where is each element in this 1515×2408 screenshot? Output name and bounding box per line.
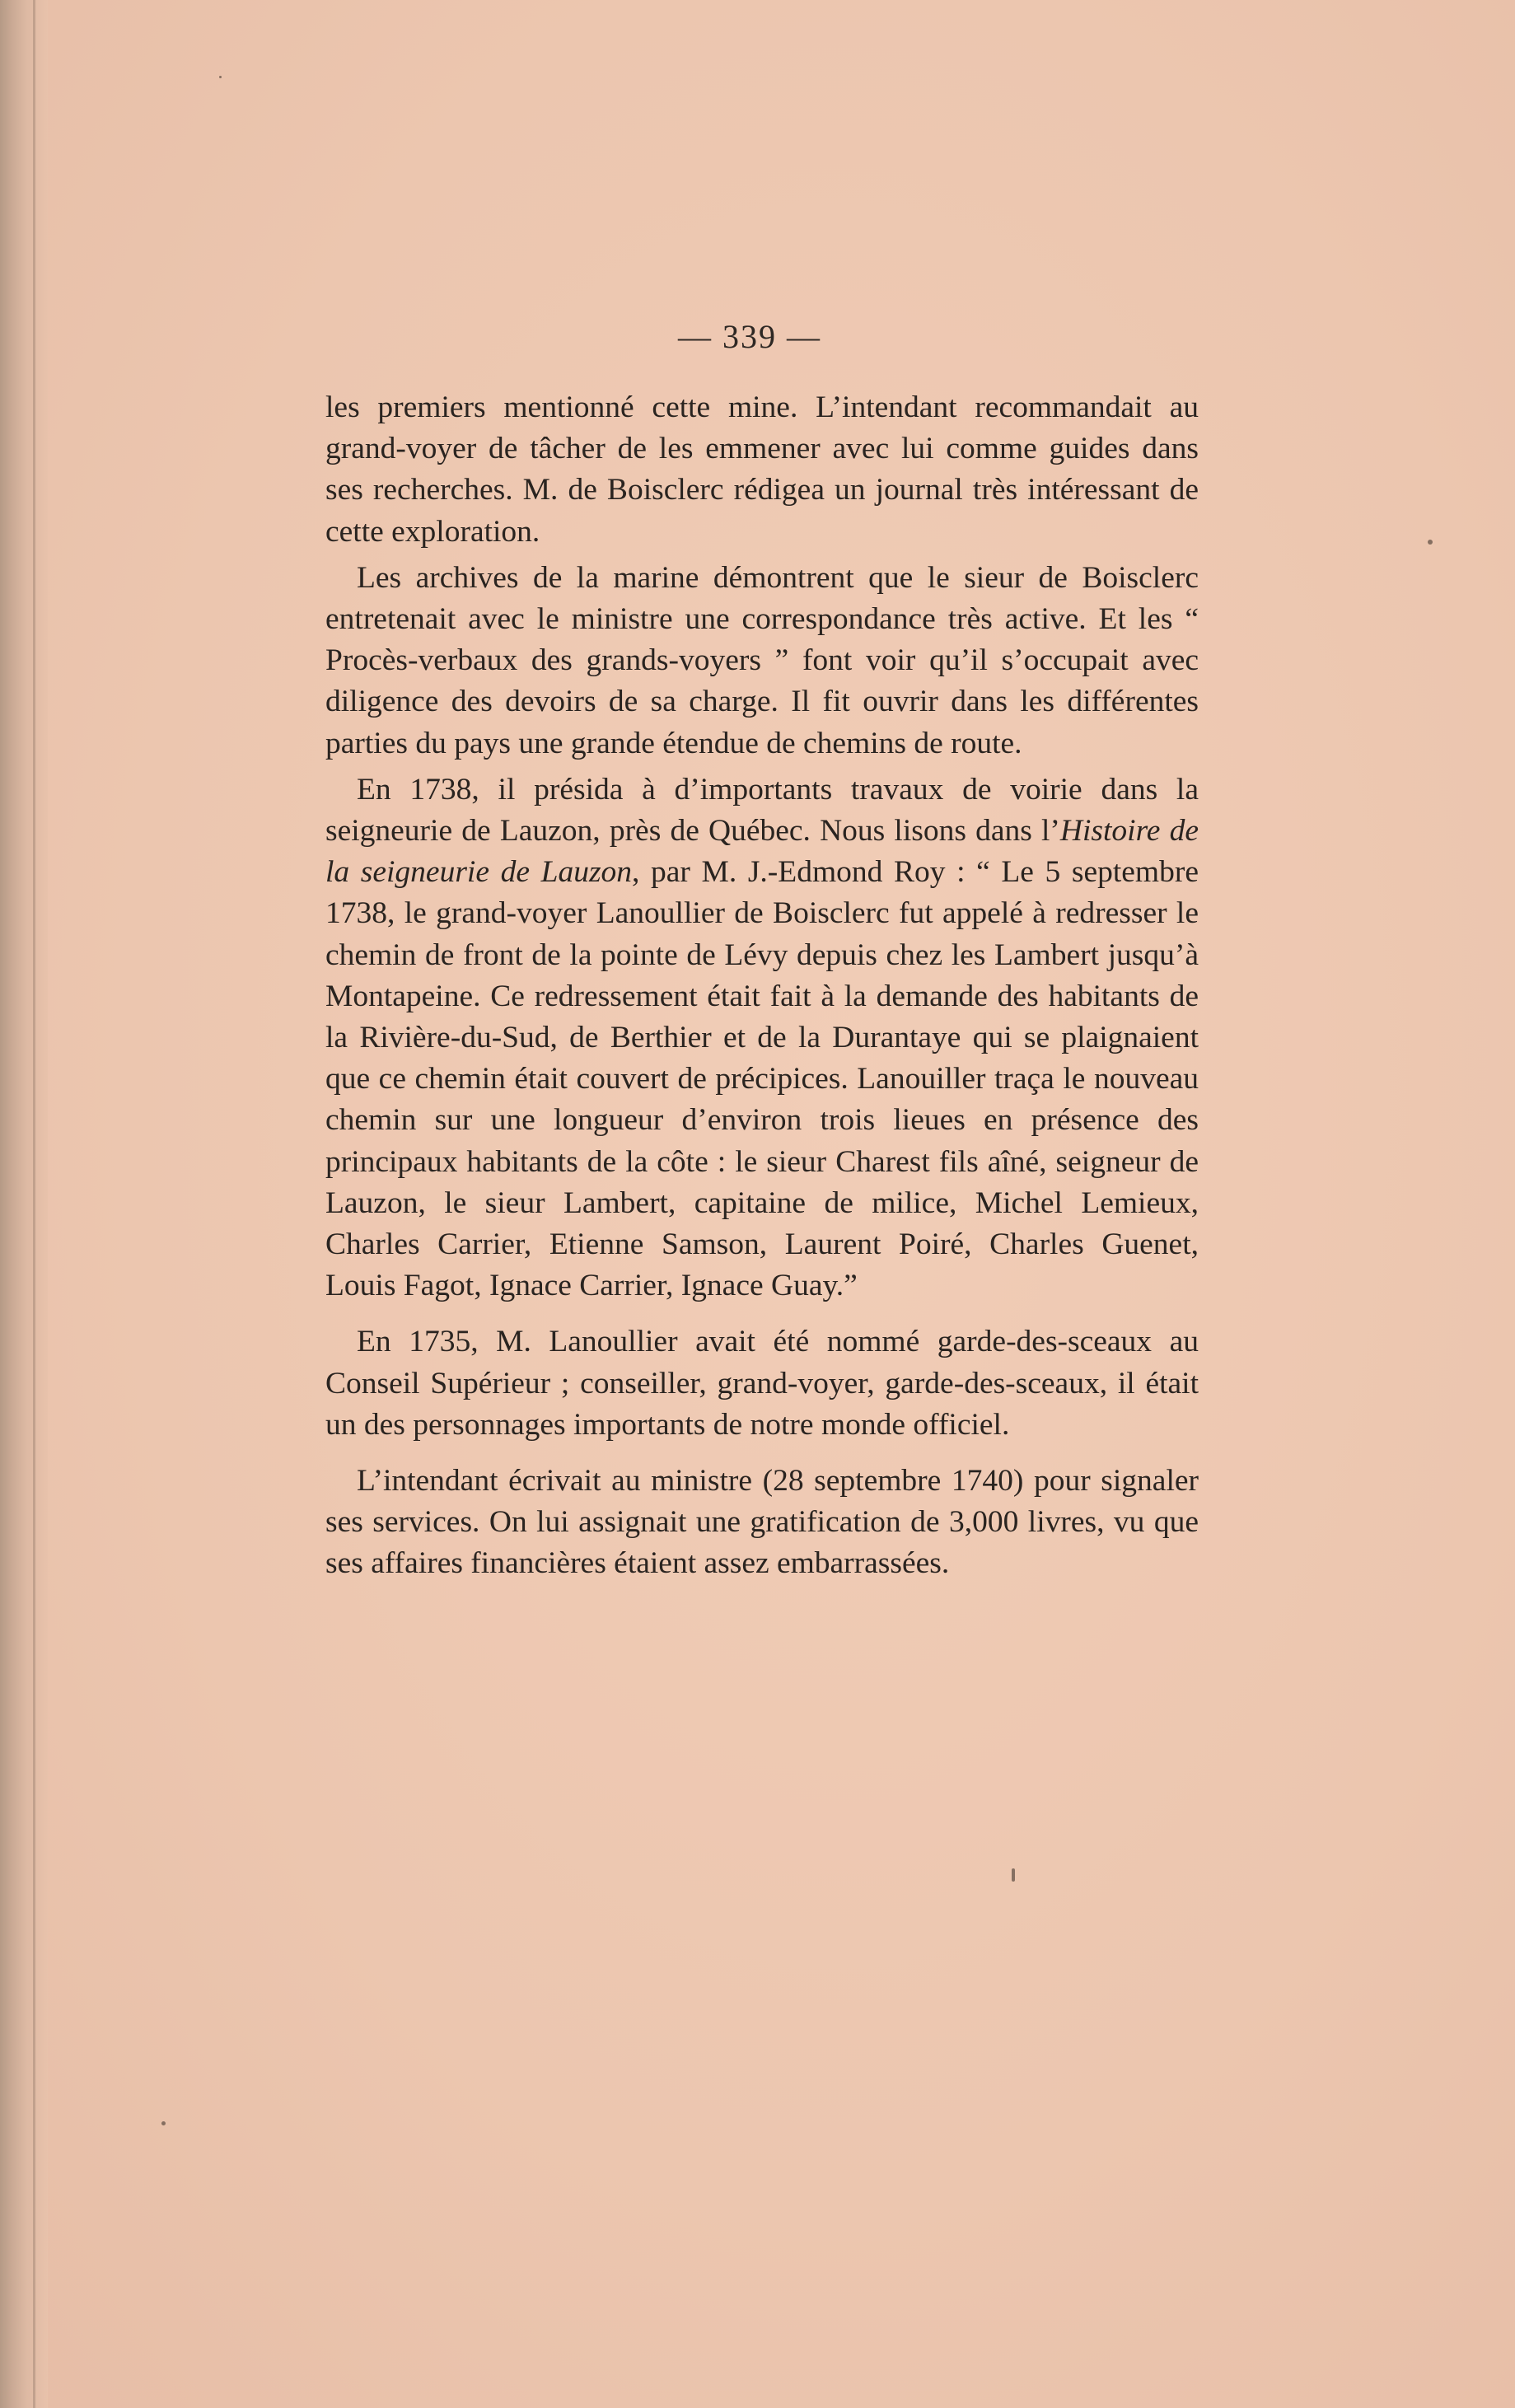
page-number: — 339 — [678, 318, 821, 355]
paper-speck [1012, 1868, 1015, 1882]
paragraph-3 [325, 769, 1199, 1307]
paragraph-3-text-start: En 1738, il présida à d’importants travaux de voirie dans la seigneurie de Lauzon, près de Québec. Nous lisons dans l’ [325, 772, 1199, 849]
paper-speck [1428, 540, 1433, 545]
paragraph-1-text: les premiers mentionné cette mine. L’intendant recommandait au grand-voyer de tâcher de les emmener avec lui comme guides dans ses recherches. M. de Boisclerc rédigea un journal très intéressant de cette exploration. [325, 390, 1199, 549]
book-title: Histoire de la seigneurie de Lauzon [325, 814, 1199, 890]
paragraph-2-text: Les archives de la marine démontrent que le sieur de Boisclerc entretenait avec le ministre une correspondance très active. Et les “ Procès-verbaux des grands-voyers ” font voir qu’il s’occupait avec diligence des devoirs de sa charge. Il fit ouvrir dans les différentes parties du pays une grande étendue de chemins de route. [325, 560, 1199, 760]
binding-edge [0, 0, 48, 2408]
paragraph-1 [325, 387, 1199, 553]
binding-crease [33, 0, 35, 2408]
paragraph-5 [325, 1461, 1199, 1585]
paper-speck [161, 2121, 166, 2125]
paragraph-2 [325, 558, 1199, 764]
paragraph-4 [325, 1321, 1199, 1446]
paragraph-5-text: L’intendant écrivait au ministre (28 septembre 1740) pour signaler ses services. On lui assignait une gratification de 3,000 livres, vu que ses affaires financières étaient assez embarrassées. [325, 1464, 1199, 1581]
paper-speck [219, 76, 222, 78]
paragraph-4-text: En 1735, M. Lanoullier avait été nommé garde-des-sceaux au Conseil Supérieur ; conseiller, grand-voyer, garde-des-sceaux, il était un des personnages importants de notre monde officiel. [325, 1325, 1199, 1442]
body-text [325, 387, 1199, 1590]
paragraph-3-text-end: , par M. J.-Edmond Roy : “ Le 5 septembre 1738, le grand-voyer Lanoullier de Boisclerc fut appelé à redresser le chemin de front de la pointe de Lévy depuis chez les Lambert jusqu’à Montapeine. Ce redressement était fait à la demande des habitants de la Rivière-du-Sud, de Berthier et de la Durantaye qui se plaignaient que ce chemin était couvert de précipices. Lanouiller traça le nouveau chemin sur une longueur d’environ trois lieues en présence des principaux habitants de la côte : le sieur Charest fils aîné, seigneur de Lauzon, le sieur Lambert, capitaine de milice, Michel Lemieux, Charles Carrier, Etienne Samson, Laurent Poiré, Charles Guenet, Louis Fagot, Ignace Carrier, Ignace Guay.” [325, 855, 1199, 1303]
